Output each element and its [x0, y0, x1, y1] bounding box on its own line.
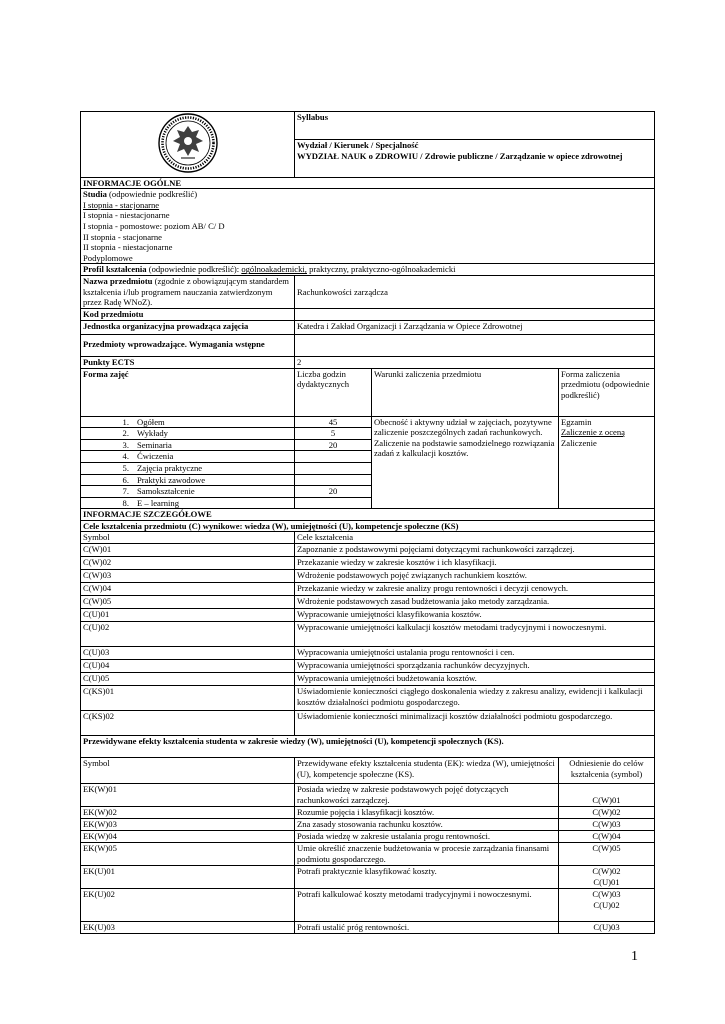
studia-option: I stopnia - niestacjonarne — [83, 210, 170, 221]
goal-text: Przekazanie wiedzy w zakresie analizy progu rentowności i decyzji cenowych. — [295, 583, 655, 596]
goal-text: Przekazanie wiedzy w zakresie kosztów i ich klasyfikacji. — [295, 557, 655, 570]
effect-ref: C(W)02 C(U)01 — [559, 866, 655, 889]
form-row: 6. Praktyki zawodowe — [81, 474, 295, 486]
conditions-header: Warunki zaliczenia przedmiotu — [372, 368, 559, 416]
goals-heading: Cele kształcenia przedmiotu (C) wynikowe: wiedza (W), umiejętności (U), kompetencje społeczne (KS) — [81, 520, 655, 532]
assessment-header: Forma zaliczenia przedmiotu (odpowiednie podkreślić) — [559, 368, 655, 416]
goal-symbol: C(W)01 — [81, 544, 295, 557]
effect-ref: C(U)03 — [559, 922, 655, 934]
goal-symbol: C(KS)02 — [81, 711, 295, 736]
effect-ref: C(W)02 — [559, 807, 655, 819]
goals-header: Cele kształcenia — [295, 532, 655, 544]
syllabus-table — [80, 111, 655, 934]
unit-value: Katedra i Zakład Organizacji i Zarządzania w Opiece Zdrowotnej — [295, 320, 655, 334]
goal-symbol: C(W)02 — [81, 557, 295, 570]
form-row: 1. Ogółem — [81, 416, 295, 428]
effect-text: Posiada wiedzę w zakresie podstawowych pojęć dotyczących rachunkowości zarządczej. — [295, 784, 559, 807]
goal-symbol: C(W)05 — [81, 596, 295, 609]
assessment-option: Egzamin — [561, 416, 592, 427]
goal-symbol: C(KS)01 — [81, 686, 295, 711]
studia-cell — [81, 189, 655, 264]
effect-ref: C(W)04 — [559, 831, 655, 843]
form-hours — [295, 497, 372, 509]
goal-text: Wypracowania umiejętności sporządzania rachunków decyzyjnych. — [295, 660, 655, 673]
form-hours: 20 — [295, 439, 372, 451]
assessment-option-selected: Zaliczenie z oceną — [561, 427, 625, 438]
ects-value: 2 — [295, 356, 655, 368]
goal-text: Wypracowanie umiejętności klasyfikowania kosztów. — [295, 609, 655, 622]
effect-text: Potrafi kalkulować koszty metodami tradycyjnymi i nowoczesnymi. — [295, 889, 559, 922]
form-row: 3. Seminaria — [81, 439, 295, 451]
effect-text: Posiada wiedzę w zakresie ustalania progu rentowności. — [295, 831, 559, 843]
studia-label: Studia — [83, 189, 107, 200]
studia-option: Podyplomowe — [83, 252, 133, 263]
goal-text: Uświadomienie konieczności ciągłego doskonalenia wiedzy z zakresu analizy, ewidencji i kalkulacji kosztów działalności podmiotu gospodarczego. — [295, 686, 655, 711]
effect-symbol: EK(W)03 — [81, 819, 295, 831]
goal-text: Wdrożenie podstawowych pojęć związanych rachunkiem kosztów. — [295, 570, 655, 583]
goal-symbol: C(W)03 — [81, 570, 295, 583]
effects-heading: Przewidywane efekty kształcenia studenta w zakresie wiedzy (W), umiejętności (U), kompetencji społecznych (KS). — [81, 736, 655, 758]
page-number: 1 — [631, 949, 638, 964]
effect-symbol: EK(W)04 — [81, 831, 295, 843]
subject-code-value — [295, 308, 655, 320]
goal-text: Wypracowania umiejętności budżetowania kosztów. — [295, 673, 655, 686]
studia-option: II stopnia - stacjonarne — [83, 231, 162, 242]
effect-symbol: EK(U)02 — [81, 889, 295, 922]
faculty-cell — [295, 140, 655, 177]
form-hours: 45 — [295, 416, 372, 428]
studia-option: I stopnia - pomostowe: poziom AB/ C/ D — [83, 220, 225, 231]
goal-text: Wdrożenie podstawowych zasad budżetowania jako metody zarządzania. — [295, 596, 655, 609]
goal-text: Zapoznanie z podstawowymi pojęciami dotyczącymi rachunkowości zarządczej. — [295, 544, 655, 557]
forms-label: Forma zajęć — [81, 368, 295, 416]
effect-ref: C(W)03 — [559, 819, 655, 831]
syllabus-title: Syllabus — [295, 112, 655, 140]
effect-symbol: EK(W)05 — [81, 843, 295, 866]
assessment-option: Zaliczenie — [561, 437, 597, 448]
form-hours — [295, 462, 372, 474]
conditions-text: Obecność i aktywny udział w zajęciach, pozytywne zaliczenie poszczególnych zadań rachunkowych. Zaliczenie na podstawie samodzielnego rozwiązania zadań z kalkulacji kosztów. — [372, 416, 559, 509]
goal-text: Wypracowanie umiejętności kalkulacji kosztów metodami tradycyjnymi i nowoczesnymi. — [295, 622, 655, 647]
subject-code-label: Kod przedmiotu — [81, 308, 295, 320]
effect-symbol: EK(U)01 — [81, 866, 295, 889]
subject-name-label-cell — [81, 275, 295, 308]
goals-symbol-header: Symbol — [81, 532, 295, 544]
hours-header: Liczba godzin dydaktycznych — [295, 368, 372, 416]
effect-ref: C(W)01 — [559, 784, 655, 807]
form-hours: 20 — [295, 486, 372, 498]
goal-symbol: C(W)04 — [81, 583, 295, 596]
form-row: 5. Zajęcia praktyczne — [81, 462, 295, 474]
subject-name-label: Nazwa przedmiotu — [83, 275, 153, 286]
form-row: 4. Ćwiczenia — [81, 451, 295, 463]
prereq-value — [295, 334, 655, 356]
goal-symbol: C(U)04 — [81, 660, 295, 673]
effect-symbol: EK(W)02 — [81, 807, 295, 819]
form-hours — [295, 474, 372, 486]
goal-text: Wypracowania umiejętności ustalania progu rentowności i cen. — [295, 647, 655, 660]
goal-symbol: C(U)01 — [81, 609, 295, 622]
effect-text: Rozumie pojęcia i klasyfikacji kosztów. — [295, 807, 559, 819]
form-hours: 5 — [295, 428, 372, 440]
subject-name-note: (zgodnie z obowiązującym standardem kształcenia i/lub programem nauczania zatwierdzonym przez Radę WNoZ). — [83, 275, 289, 308]
details-heading: INFORMACJE SZCZEGÓŁOWE — [81, 509, 655, 521]
effect-ref: C(W)05 — [559, 843, 655, 866]
university-seal-icon — [157, 112, 219, 174]
studia-note: (odpowiednie podkreślić) — [106, 189, 198, 200]
form-row: 2. Wykłady — [81, 428, 295, 440]
effect-text: Zna zasady stosowania rachunku kosztów. — [295, 819, 559, 831]
ects-label: Punkty ECTS — [81, 356, 295, 368]
prereq-label: Przedmioty wprowadzające. Wymagania wstępne — [81, 334, 295, 356]
faculty-value: WYDZIAŁ NAUK o ZDROWIU / Zdrowie publiczne / Zarządzanie w opiece zdrowotnej — [297, 151, 623, 162]
subject-name-value: Rachunkowości zarządcza — [295, 275, 655, 308]
profile-note: (odpowiednie podkreślić): — [146, 264, 242, 275]
general-info-heading: INFORMACJE OGÓLNE — [81, 177, 655, 189]
form-row: 8. E – learning — [81, 497, 295, 509]
profile-selected: ogólnoakademicki, — [241, 264, 307, 275]
effect-symbol: EK(W)01 — [81, 784, 295, 807]
studia-option: I stopnia - stacjonarne — [83, 199, 160, 210]
effect-text: Potrafi praktycznie klasyfikować koszty. — [295, 866, 559, 889]
effect-text: Umie określić znaczenie budżetowania w procesie zarządzania finansami podmiotu gospodarczego. — [295, 843, 559, 866]
form-hours — [295, 451, 372, 463]
unit-label: Jednostka organizacyjna prowadząca zajęcia — [81, 320, 295, 334]
goal-symbol: C(U)03 — [81, 647, 295, 660]
goal-symbol: C(U)02 — [81, 622, 295, 647]
profile-label: Profil kształcenia — [83, 264, 147, 275]
effects-header: Przewidywane efekty kształcenia studenta (EK): wiedza (W), umiejętności (U), kompetencje społeczne (KS). — [295, 758, 559, 784]
effect-symbol: EK(U)03 — [81, 922, 295, 934]
goal-text: Uświadomienie konieczności minimalizacji kosztów działalności podmiotu gospodarczego. — [295, 711, 655, 736]
effect-text: Potrafi ustalić próg rentowności. — [295, 922, 559, 934]
effect-ref: C(W)03 C(U)02 — [559, 889, 655, 922]
effects-symbol-header: Symbol — [81, 758, 295, 784]
faculty-label: Wydział / Kierunek / Specjalność — [297, 140, 419, 151]
form-row: 7. Samokształcenie — [81, 486, 295, 498]
profile-cell — [81, 264, 655, 276]
effects-ref-header: Odniesienie do celów kształcenia (symbol) — [559, 758, 655, 784]
profile-rest: praktyczny, praktyczno-ogólnoakademicki — [306, 264, 456, 275]
logo-cell — [81, 112, 295, 178]
studia-option: II stopnia - niestacjonarne — [83, 242, 173, 253]
goal-symbol: C(U)05 — [81, 673, 295, 686]
assessment-options — [559, 416, 655, 509]
